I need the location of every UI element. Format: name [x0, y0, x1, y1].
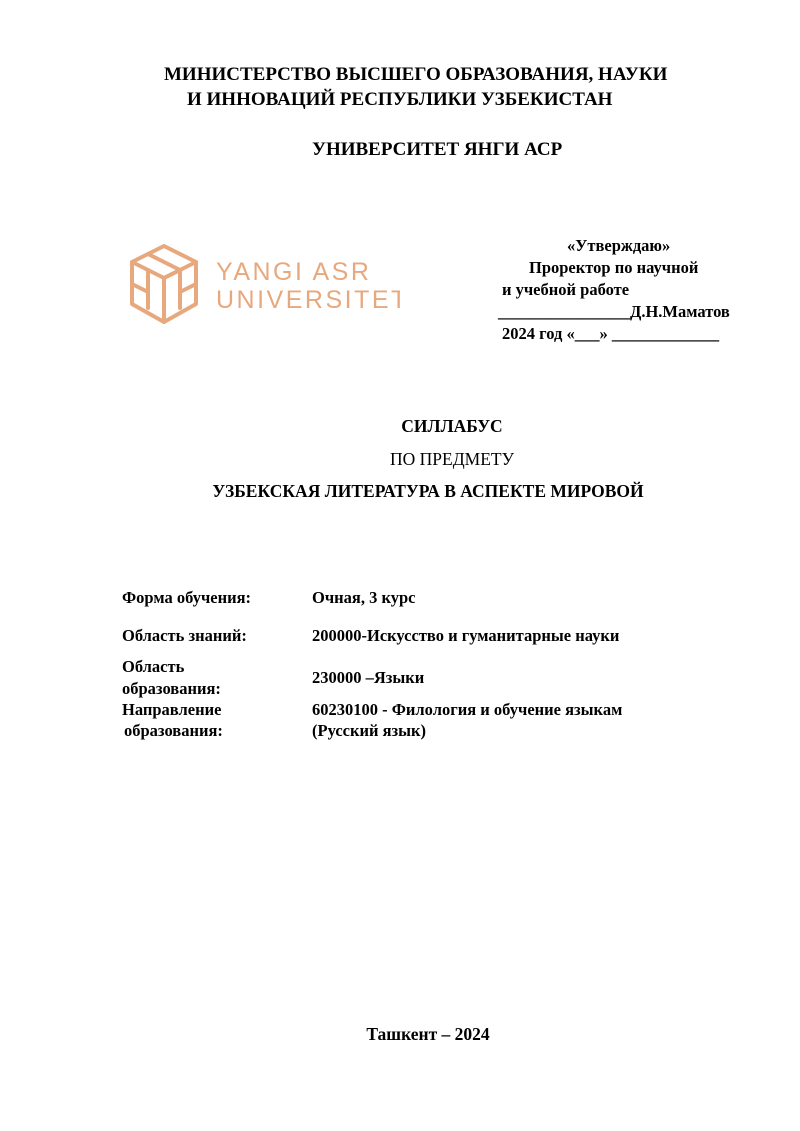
info-value-study-form: Очная, 3 курс — [312, 588, 416, 607]
info-value-knowledge-area: 200000-Искусство и гуманитарные науки — [312, 626, 620, 645]
footer-city-year: Ташкент – 2024 — [366, 1024, 490, 1044]
approval-signature-line: ________________Д.Н.Маматов — [498, 302, 730, 321]
approval-line-2: Проректор по научной — [529, 258, 699, 277]
info-value-direction-1: 60230100 - Филология и обучение языкам — [312, 700, 623, 719]
info-label-education-area-1: Область — [122, 657, 185, 676]
logo-line-2: UNIVERSITETI — [216, 286, 400, 314]
syllabus-title: СИЛЛАБУС — [401, 416, 503, 436]
info-label-knowledge-area: Область знаний: — [122, 626, 247, 645]
subject-prefix: ПО ПРЕДМЕТУ — [390, 449, 514, 469]
info-label-direction-2: образования: — [124, 721, 223, 740]
approval-date-line: 2024 год «___» _____________ — [502, 324, 720, 343]
info-value-direction-2: (Русский язык) — [312, 721, 427, 740]
approval-line-3: и учебной работе — [502, 280, 630, 299]
university-logo — [128, 244, 400, 326]
info-label-education-area-2: образования: — [122, 679, 221, 698]
info-label-direction-1: Направление — [122, 700, 222, 719]
info-value-education-area: 230000 –Языки — [312, 668, 425, 687]
university-name: УНИВЕРСИТЕТ ЯНГИ АСР — [312, 139, 563, 160]
logo-line-1: YANGI ASR — [216, 258, 372, 286]
info-label-study-form: Форма обучения: — [122, 588, 252, 607]
subject-title: УЗБЕКСКАЯ ЛИТЕРАТУРА В АСПЕКТЕ МИРОВОЙ — [212, 481, 644, 501]
ministry-line-1: МИНИСТЕРСТВО ВЫСШЕГО ОБРАЗОВАНИЯ, НАУКИ — [164, 64, 668, 85]
ministry-line-2: И ИННОВАЦИЙ РЕСПУБЛИКИ УЗБЕКИСТАН — [187, 89, 613, 110]
approval-line-1: «Утверждаю» — [567, 236, 671, 255]
logo-mark-icon — [128, 244, 400, 326]
